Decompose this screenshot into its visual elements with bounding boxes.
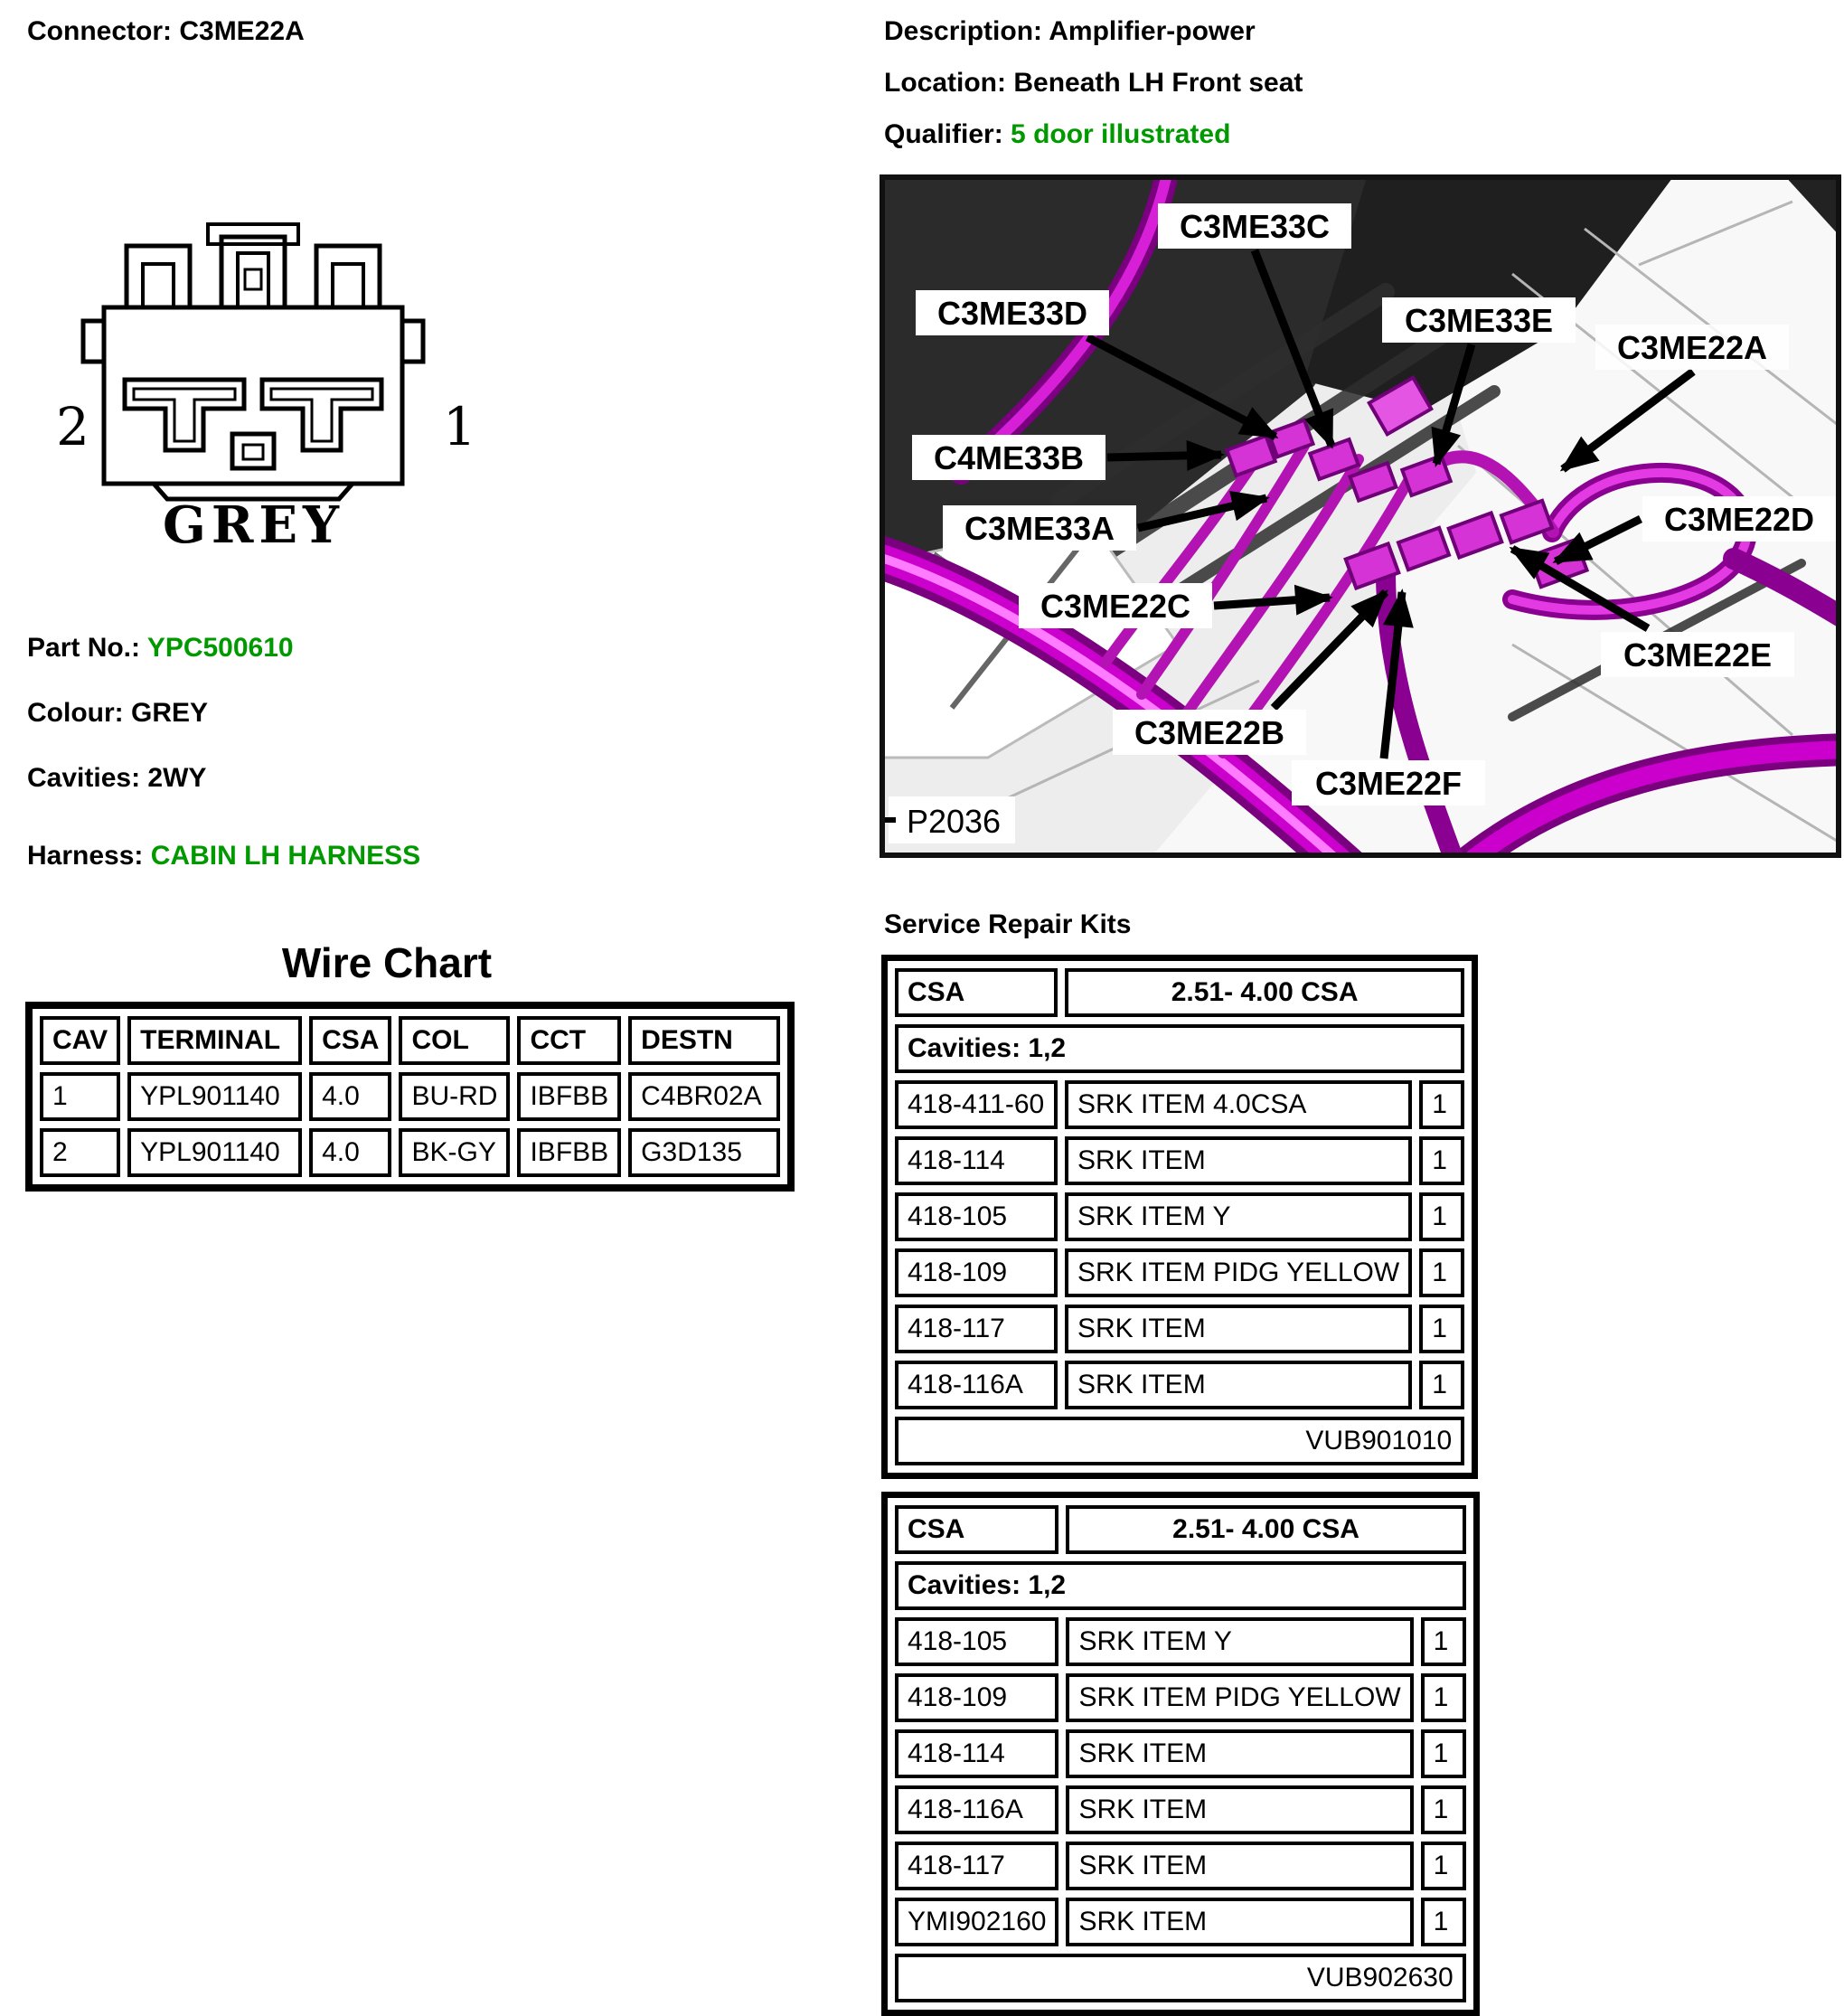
kit-part-no: 418-117 [895, 1842, 1058, 1890]
connector-title [27, 16, 305, 47]
kit-part-no: 418-114 [895, 1729, 1058, 1778]
description-value: Amplifier-power [1049, 16, 1256, 46]
callout [912, 435, 1105, 480]
callout [1382, 297, 1576, 343]
callout-text: C3ME33D [936, 295, 1088, 332]
location-value: Beneath LH Front seat [1013, 68, 1303, 98]
csa-label: CSA [895, 968, 1058, 1017]
kit-part-no: 418-109 [895, 1673, 1058, 1722]
callout [1642, 496, 1836, 542]
kit-qty: 1 [1419, 1305, 1464, 1353]
kit-desc: SRK ITEM PIDG YELLOW [1066, 1673, 1413, 1722]
kit-ref: VUB902630 [895, 1954, 1466, 2002]
kit-desc: SRK ITEM [1066, 1729, 1413, 1778]
qualifier-label: Qualifier: [884, 119, 1003, 149]
kit-desc: SRK ITEM 4.0CSA [1065, 1080, 1412, 1129]
kit-ref: VUB901010 [895, 1417, 1464, 1465]
connector-face-diagram [18, 217, 488, 524]
col-header-destn: DESTN [628, 1016, 780, 1065]
qualifier-line [884, 119, 1230, 150]
kit-qty: 1 [1421, 1673, 1466, 1722]
figure-ref [880, 796, 1015, 843]
col-header-cct: CCT [517, 1016, 621, 1065]
description-line [884, 16, 1256, 47]
kit-qty: 1 [1421, 1842, 1466, 1890]
cell-cct: IBFBB [517, 1072, 621, 1121]
kit-qty: 1 [1419, 1248, 1464, 1297]
csa-range: 2.51- 4.00 CSA [1065, 968, 1464, 1017]
srk-cavities-row [895, 1024, 1464, 1073]
cell-destn: G3D135 [628, 1128, 780, 1177]
callout-text: C3ME33C [1179, 208, 1331, 245]
callout [1158, 203, 1351, 249]
kit-part-no: 418-114 [895, 1136, 1058, 1185]
callout [1019, 583, 1212, 628]
cell-destn: C4BR02A [628, 1072, 780, 1121]
cell-csa: 4.0 [309, 1072, 391, 1121]
srk-header-row [895, 1505, 1466, 1554]
wire-chart-title: Wire Chart [281, 939, 493, 986]
location-line [884, 68, 1303, 99]
srk-header-row [895, 968, 1464, 1017]
kit-qty: 1 [1421, 1617, 1466, 1666]
description-label: Description: [884, 16, 1043, 46]
cavities-line [27, 763, 206, 794]
callout-text: C3ME33E [1404, 302, 1554, 339]
cell-terminal: YPL901140 [127, 1072, 302, 1121]
srk-kit-ref-row [895, 1954, 1466, 2002]
connector-label: Connector: [27, 16, 172, 46]
srk-row [895, 1785, 1466, 1834]
callout-text: C4ME33B [933, 439, 1085, 476]
kit-desc: SRK ITEM [1065, 1136, 1412, 1185]
service-repair-kits-table-2 [881, 1492, 1480, 2016]
figure-ref-text: P2036 [906, 803, 1002, 840]
col-header-terminal: TERMINAL [127, 1016, 302, 1065]
srk-row [895, 1192, 1464, 1241]
kit-qty: 1 [1419, 1136, 1464, 1185]
wire-row [40, 1072, 780, 1121]
harness-label: Harness: [27, 841, 144, 871]
kit-desc: SRK ITEM [1066, 1898, 1413, 1946]
pin-number-left: 2 [56, 396, 89, 457]
cell-col: BU-RD [399, 1072, 510, 1121]
harness-location-photo [880, 174, 1841, 858]
photo-art [880, 174, 1841, 858]
harness-line [27, 841, 420, 871]
kit-qty: 1 [1421, 1898, 1466, 1946]
wire-chart-header-row [40, 1016, 780, 1065]
cavities-cell: Cavities: 1,2 [895, 1561, 1466, 1610]
csa-label: CSA [895, 1505, 1058, 1554]
kit-desc: SRK ITEM [1066, 1785, 1413, 1834]
harness-value: CABIN LH HARNESS [150, 841, 421, 871]
callout [1601, 632, 1794, 677]
wire-row [40, 1128, 780, 1177]
callout-text: C3ME22E [1623, 636, 1773, 674]
callout [1113, 710, 1306, 755]
kit-part-no: 418-109 [895, 1248, 1058, 1297]
callout-text: C3ME22C [1040, 588, 1191, 625]
callout [943, 505, 1136, 551]
kit-desc: SRK ITEM [1065, 1361, 1412, 1409]
srk-kit-ref-row [895, 1417, 1464, 1465]
colour-value: GREY [130, 698, 209, 728]
callout-text: C3ME22F [1314, 765, 1463, 802]
cell-cav: 1 [40, 1072, 120, 1121]
kit-qty: 1 [1419, 1080, 1464, 1129]
location-label: Location: [884, 68, 1006, 98]
cell-col: BK-GY [399, 1128, 510, 1177]
colour-label: Colour: [27, 698, 124, 728]
cell-csa: 4.0 [309, 1128, 391, 1177]
col-header-cav: CAV [40, 1016, 120, 1065]
kit-desc: SRK ITEM Y [1066, 1617, 1413, 1666]
callout-text: C3ME22A [1616, 329, 1768, 366]
kit-part-no: 418-105 [895, 1617, 1058, 1666]
srk-row [895, 1136, 1464, 1185]
kit-qty: 1 [1419, 1361, 1464, 1409]
cavities-value: 2WY [147, 763, 207, 793]
connector-colour-caption: GREY [163, 495, 345, 555]
service-repair-kits-table-1 [881, 955, 1478, 1479]
col-header-csa: CSA [309, 1016, 391, 1065]
srk-row [895, 1898, 1466, 1946]
callout [916, 290, 1109, 335]
kit-part-no: 418-411-60 [895, 1080, 1058, 1129]
csa-range: 2.51- 4.00 CSA [1066, 1505, 1465, 1554]
kit-part-no: YMI902160 [895, 1898, 1058, 1946]
callout-text: C3ME33A [964, 510, 1115, 547]
srk-row [895, 1729, 1466, 1778]
kit-part-no: 418-116A [895, 1361, 1058, 1409]
kit-qty: 1 [1421, 1729, 1466, 1778]
srk-row [895, 1842, 1466, 1890]
cell-terminal: YPL901140 [127, 1128, 302, 1177]
cell-cav: 2 [40, 1128, 120, 1177]
kit-part-no: 418-117 [895, 1305, 1058, 1353]
cavities-cell: Cavities: 1,2 [895, 1024, 1464, 1073]
kit-part-no: 418-105 [895, 1192, 1058, 1241]
colour-line [27, 698, 208, 729]
callout [1292, 760, 1485, 805]
srk-row [895, 1248, 1464, 1297]
qualifier-value: 5 door illustrated [1011, 119, 1231, 149]
kit-desc: SRK ITEM PIDG YELLOW [1065, 1248, 1412, 1297]
kit-desc: SRK ITEM [1066, 1842, 1413, 1890]
srk-row [895, 1305, 1464, 1353]
kit-qty: 1 [1419, 1192, 1464, 1241]
part-no-value: YPC500610 [146, 633, 294, 663]
kit-qty: 1 [1421, 1785, 1466, 1834]
service-repair-kits-heading: Service Repair Kits [884, 909, 1132, 939]
srk-row [895, 1080, 1464, 1129]
part-no-label: Part No.: [27, 633, 141, 663]
srk-row [895, 1673, 1466, 1722]
cell-cct: IBFBB [517, 1128, 621, 1177]
part-no-line [27, 633, 294, 664]
srk-row [895, 1617, 1466, 1666]
pin-number-right: 1 [443, 396, 476, 457]
srk-cavities-row [895, 1561, 1466, 1610]
callout-text: C3ME22D [1663, 501, 1815, 538]
kit-part-no: 418-116A [895, 1785, 1058, 1834]
cavities-label: Cavities: [27, 763, 141, 793]
connector-value: C3ME22A [179, 16, 305, 46]
callout-text: C3ME22B [1134, 714, 1285, 751]
wire-chart-table [25, 1002, 795, 1192]
col-header-col: COL [399, 1016, 510, 1065]
callout [1595, 325, 1789, 370]
connector-housing [83, 224, 423, 499]
srk-row [895, 1361, 1464, 1409]
kit-desc: SRK ITEM Y [1065, 1192, 1412, 1241]
kit-desc: SRK ITEM [1065, 1305, 1412, 1353]
